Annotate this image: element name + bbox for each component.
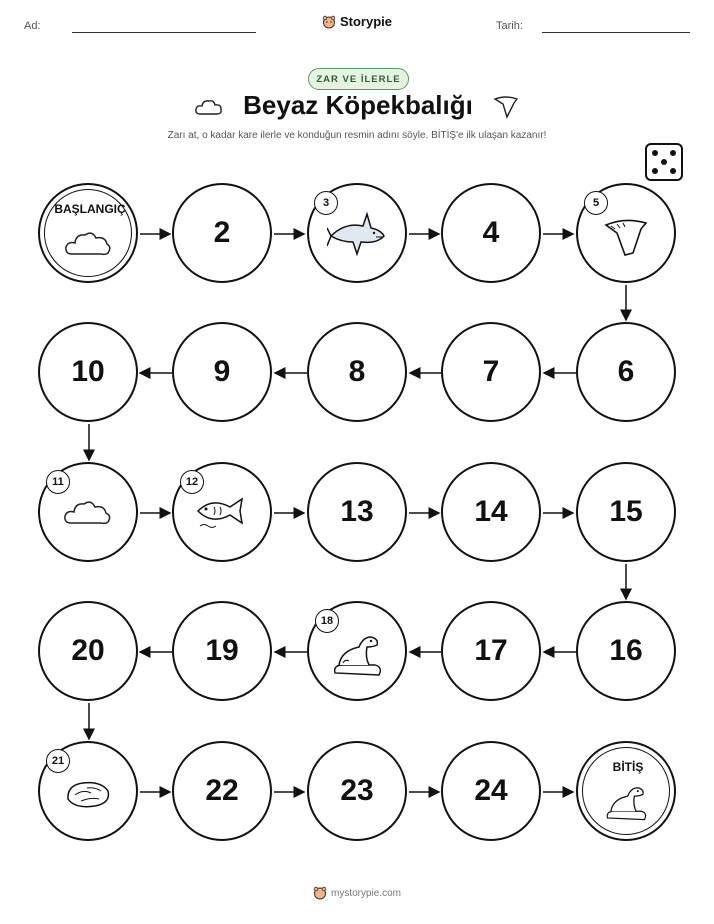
name-label: Ad: [24, 20, 41, 32]
square-23 [307, 741, 407, 841]
square-number: 17 [474, 634, 508, 667]
bear-logo-icon [313, 886, 327, 900]
start-square [38, 183, 138, 283]
square-22 [172, 741, 272, 841]
date-label: Tarih: [496, 20, 523, 32]
square-number: 22 [205, 774, 239, 807]
square-number: 2 [213, 216, 231, 249]
square-4 [441, 183, 541, 283]
square-number-badge: 18 [315, 609, 339, 633]
square-number: 24 [474, 774, 508, 807]
seal-icon [329, 629, 385, 679]
game-type-badge: ZAR VE İLERLE [308, 68, 409, 90]
square-10 [38, 322, 138, 422]
footer-url[interactable]: mystorypie.com [330, 887, 401, 899]
square-24 [441, 741, 541, 841]
finish-label: BİTİŞ [612, 760, 644, 774]
square-number: 10 [71, 355, 105, 388]
square-number: 16 [609, 634, 643, 667]
square-number-badge: 5 [584, 191, 608, 215]
square-9 [172, 322, 272, 422]
fish-icon [194, 495, 250, 529]
seal-icon [602, 781, 650, 823]
square-number: 13 [340, 495, 374, 528]
square-number: 15 [609, 495, 643, 528]
square-number-badge: 12 [180, 470, 204, 494]
square-8 [307, 322, 407, 422]
shark-icon [327, 206, 387, 260]
square-2 [172, 183, 272, 283]
cloud-icon [63, 226, 113, 260]
square-number: 23 [340, 774, 374, 807]
square-20 [38, 601, 138, 701]
square-13 [307, 462, 407, 562]
cloud-icon [62, 495, 114, 529]
square-number: 14 [474, 495, 508, 528]
instructions: Zarı at, o kadar kare ilerle ve konduğun resmin adını söyle. BİTİŞ'e ilk ulaşan kazanır! [167, 130, 547, 141]
footer [0, 886, 714, 900]
square-6 [576, 322, 676, 422]
square-16 [576, 601, 676, 701]
shark-tooth-icon [603, 215, 649, 259]
brand-name: Storypie [339, 14, 392, 29]
square-number: 20 [71, 634, 105, 667]
finish-square [576, 741, 676, 841]
square-number: 8 [348, 355, 366, 388]
square-number: 7 [482, 355, 500, 388]
square-number-badge: 21 [46, 749, 70, 773]
square-17 [441, 601, 541, 701]
page-title: Beyaz Köpekbalığı [243, 90, 473, 120]
meat-icon [63, 777, 113, 811]
start-label: BAŞLANGIÇ [54, 202, 126, 216]
square-number: 4 [482, 216, 500, 249]
square-number: 6 [617, 355, 635, 388]
square-number-badge: 11 [46, 470, 70, 494]
square-number-badge: 3 [314, 191, 338, 215]
square-15 [576, 462, 676, 562]
square-number: 19 [205, 634, 239, 667]
square-14 [441, 462, 541, 562]
square-7 [441, 322, 541, 422]
square-number: 9 [213, 355, 231, 388]
square-19 [172, 601, 272, 701]
